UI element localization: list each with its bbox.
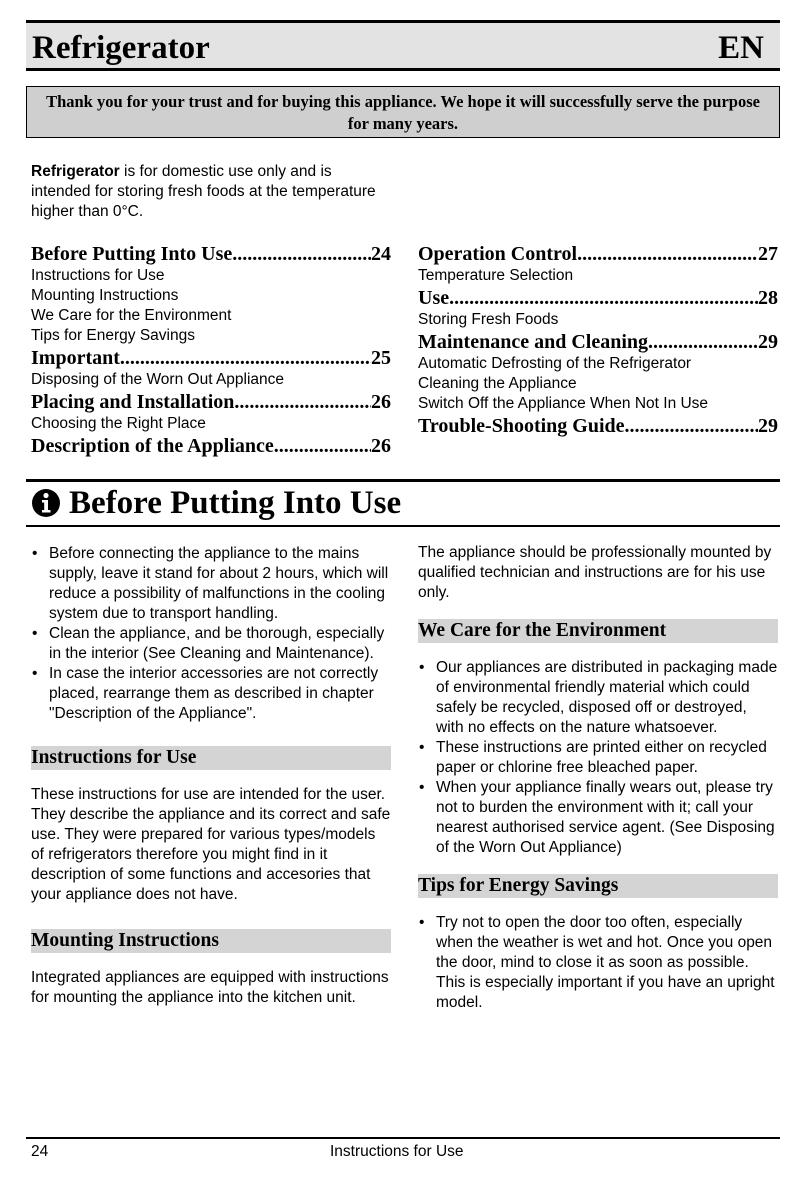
mounting-heading: Mounting Instructions <box>31 929 391 953</box>
toc-subentry[interactable]: Disposing of the Worn Out Appliance <box>31 371 285 388</box>
toc-entry[interactable]: Operation Control ..... 27 <box>418 242 778 266</box>
toc-entry[interactable]: Description of the Appliance ..... 26 <box>31 434 391 458</box>
prep-bullet-list <box>31 544 391 724</box>
document-title: Refrigerator <box>32 30 210 66</box>
mounting-paragraph: Integrated appliances are equipped with instructions for mounting the appliance into the kitchen unit. <box>31 969 389 1006</box>
toc-right-column <box>418 242 778 438</box>
list-item: • Try not to open the door too often, especially when the weather is wet and hot. Once you open the door, mind to close it as soon as possible. This is especially important if you have an upright model. <box>418 913 778 1013</box>
section-title-text: Before Putting Into Use <box>69 485 402 521</box>
energy-tips-bullet-list <box>418 913 778 1013</box>
section-underline <box>26 525 780 527</box>
environment-bullet-list <box>418 658 778 858</box>
environment-heading: We Care for the Environment <box>418 619 778 643</box>
section-title <box>31 483 401 523</box>
toc-subentry[interactable]: We Care for the Environment <box>31 307 232 324</box>
intro-bold: Refrigerator <box>31 163 120 180</box>
toc-entry[interactable]: Placing and Installation ..... 26 <box>31 390 391 414</box>
intro-text: is for domestic use only and is intended for storing fresh foods at the temperature higher than 0°C. <box>31 163 376 220</box>
right-column <box>418 543 778 1013</box>
toc-subentry[interactable]: Storing Fresh Foods <box>418 311 559 328</box>
toc-subentry[interactable]: Mounting Instructions <box>31 287 179 304</box>
language-code: EN <box>718 30 764 66</box>
toc-subentry[interactable]: Switch Off the Appliance When Not In Use <box>418 395 709 412</box>
toc-entry[interactable]: Trouble-Shooting Guide ..... 29 <box>418 414 778 438</box>
list-item: • Before connecting the appliance to the mains supply, leave it stand for about 2 hours, which will reduce a possibility of malfunctions in the cooling system due to transport handling. <box>31 544 391 624</box>
toc-left-column <box>31 242 391 458</box>
instructions-heading: Instructions for Use <box>31 746 391 770</box>
toc-entry[interactable]: Before Putting Into Use ..... 24 <box>31 242 391 266</box>
list-item: • Our appliances are distributed in packaging made of environmental friendly material which could safely be recycled, disposed off or destroyed, with no effects on the nature whatsoever. <box>418 658 778 738</box>
list-item: • Clean the appliance, and be thorough, especially in the interior (See Cleaning and Maintenance). <box>31 624 391 664</box>
footer-title: Instructions for Use <box>330 1143 464 1160</box>
toc-entry[interactable]: Use ..... 28 <box>418 286 778 310</box>
toc-entry[interactable]: Maintenance and Cleaning ..... 29 <box>418 330 778 354</box>
toc-subentry[interactable]: Tips for Energy Savings <box>31 327 195 344</box>
section-rule <box>26 479 780 482</box>
toc-entry[interactable]: Important ..... 25 <box>31 346 391 370</box>
toc-subentry[interactable]: Automatic Defrosting of the Refrigerator <box>418 355 692 372</box>
instructions-paragraph: These instructions for use are intended for the user. They describe the appliance and its correct and safe use. They were prepared for various types/models of refrigerators therefore you might find in it description of some functions and accesories that your appliance does not have. <box>31 786 391 903</box>
page-number: 24 <box>31 1143 49 1160</box>
info-icon <box>31 488 61 518</box>
left-column <box>31 544 391 1008</box>
energy-tips-heading: Tips for Energy Savings <box>418 874 778 898</box>
toc-subentry[interactable]: Instructions for Use <box>31 267 165 284</box>
intro-paragraph <box>31 162 381 222</box>
list-item: • In case the interior accessories are not correctly placed, rearrange them as described in chapter "Description of the Appliance". <box>31 664 391 724</box>
header-bar <box>26 23 780 71</box>
toc-subentry[interactable]: Temperature Selection <box>418 267 574 284</box>
toc-subentry[interactable]: Choosing the Right Place <box>31 415 206 432</box>
list-item: • When your appliance finally wears out, please try not to burden the environment with it; call your nearest authorised service agent. (See Disposing of the Worn Out Appliance) <box>418 778 778 858</box>
mounting-note: The appliance should be professionally mounted by qualified technician and instructions are for his use only. <box>418 544 772 601</box>
list-item: • These instructions are printed either on recycled paper or chlorine free bleached paper. <box>418 738 778 778</box>
footer-rule <box>26 1137 780 1139</box>
thank-you-box: Thank you for your trust and for buying this appliance. We hope it will successfully serve the purpose for many years. <box>26 86 780 138</box>
toc-subentry[interactable]: Cleaning the Appliance <box>418 375 577 392</box>
